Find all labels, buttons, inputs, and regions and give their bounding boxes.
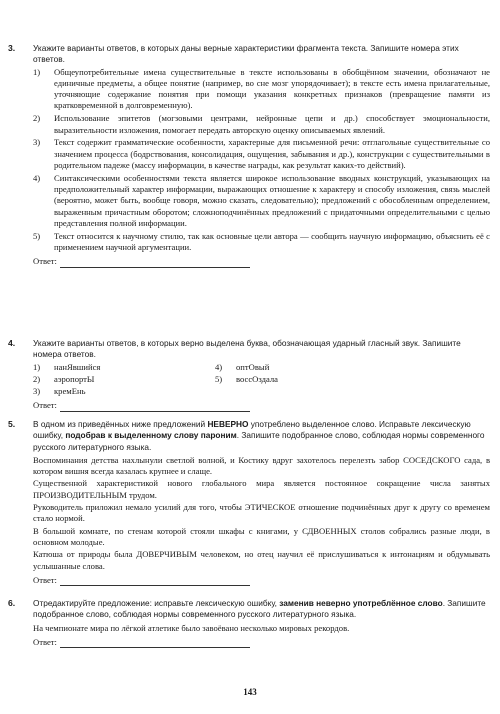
option-item: 1) Общеупотребительные имена существительные в тексте использованы в обобщённом значении, обозначают не единичные предметы, а общее понятие (например, во сне мозг упорядочивает); в тексте есть имена прилагательные, уточняющие содержание понятия при помощи указания конкретных признаков (превращение памяти из кратковременной в долговременную). <box>33 66 490 111</box>
task-instruction: В одном из приведённых ниже предложений НЕВЕРНО употреблено выделенное слово. Исправьте лексическую ошибку, подобрав к выделенному слову пароним. Запишите подобранное слово, соблюдая нормы современного русского литературного языка. <box>33 419 485 452</box>
answer-field[interactable] <box>60 258 250 268</box>
task-instruction: Отредактируйте предложение: исправьте лексическую ошибку, заменив неверно употреблённое слово. Запишите подобранное слово, соблюдая нормы современного русского литературного языка. <box>33 598 486 620</box>
task-number: 4. <box>8 338 16 348</box>
answer-row <box>33 575 490 586</box>
sentence-list <box>33 455 490 572</box>
answer-row <box>33 400 490 411</box>
option-item: 3) кремЕнь <box>33 386 86 397</box>
answer-label: Ответ: <box>33 400 57 411</box>
sentence: Существенной характеристикой нового глобального мира является постоянное сокращение числа занятых ПРОИЗВОДИТЕЛЬНЫМ трудом. <box>33 478 490 500</box>
option-item: 4) оптОвый <box>215 361 270 372</box>
answer-field[interactable] <box>60 638 250 648</box>
answer-label: Ответ: <box>33 636 57 647</box>
sentence: Воспоминания детства нахлынули светлой волной, и Костику вдруг захотелось перелезть забор СОСЕДСКОГО сада, в котором вишня всегда казалась крупнее и слаще. <box>33 454 490 477</box>
task-instruction: Укажите варианты ответов, в которых даны верные характеристики фрагмента текста. Запишите номера этих ответов. <box>33 43 459 65</box>
answer-label: Ответ: <box>33 574 57 585</box>
option-item: 5) Текст относится к научному стилю, так как основные цели автора — сообщить научную информацию, объяснить её с применением научной аргументации. <box>33 230 490 253</box>
task-5 <box>8 419 490 586</box>
sentence: Руководитель приложил немало усилий для того, чтобы ЭТИЧЕСКОЕ отношение подчинённых друг к другу со временем стало нормой. <box>33 502 490 524</box>
option-item: 4) Синтаксическими особенностями текста является широкое использование вводных конструкций, указывающих на предположительный характер информации, выражающих отношение к характеру и способу изложения, связь мыслей (вероятно, может быть, вообще говоря, можно сказать, следовательно); предложений с обособленным определением, выраженным причастным оборотом; сложноподчинённых предложений с придаточными определительными с целью представления полной информации. <box>33 172 490 228</box>
page-number: 143 <box>243 687 257 697</box>
task-4 <box>8 338 490 412</box>
answer-row <box>33 637 490 648</box>
option-item: 3) Текст содержит грамматические особенности, характерные для письменной речи: отглагольные существительные со значением процесса (бодрствования, консолидация, ощущения, забывания и др.), конструкции с существительными в родительном падеже (массу информации, в качестве награды, как результат каких-то действий). <box>33 137 490 170</box>
task-6 <box>8 598 490 648</box>
answer-label: Ответ: <box>33 256 57 267</box>
answer-field[interactable] <box>60 576 250 586</box>
task-number: 6. <box>8 598 16 608</box>
option-list <box>33 67 490 254</box>
option-item: 2) Использование эпитетов (могзовыми центрами, нейронные цепи и др.) способствует эмоциональности, выразительности изложения, помогает передать авторскую оценку описываемых явлений. <box>33 113 490 135</box>
sentence: Катюша от природы была ДОВЕРЧИВЫМ человеком, но отец научил её прислушиваться к интонациям и обдумывать услышанные слова. <box>33 549 490 571</box>
option-item: 1) нанЯвшийся <box>33 361 101 372</box>
answer-field[interactable] <box>60 402 250 412</box>
task-number: 3. <box>8 43 16 53</box>
task-3 <box>8 43 490 268</box>
task-number: 5. <box>8 419 16 429</box>
sentence: В большой комнате, по стенам которой стояли шкафы с книгами, у СДВОЕННЫХ столов собрались разные люди, в основном молодые. <box>33 525 490 547</box>
option-grid <box>33 362 490 398</box>
answer-row <box>33 256 490 267</box>
option-item: 2) аэропортЫ <box>33 373 95 384</box>
sentence: На чемпионате мира по лёгкой атлетике было завоёвано несколько мировых рекордов. <box>33 622 350 633</box>
option-item: 5) воссОздала <box>215 373 278 384</box>
task-instruction: Укажите варианты ответов, в которых верно выделена буква, обозначающая ударный гласный звук. Запишите номера ответов. <box>33 338 461 360</box>
